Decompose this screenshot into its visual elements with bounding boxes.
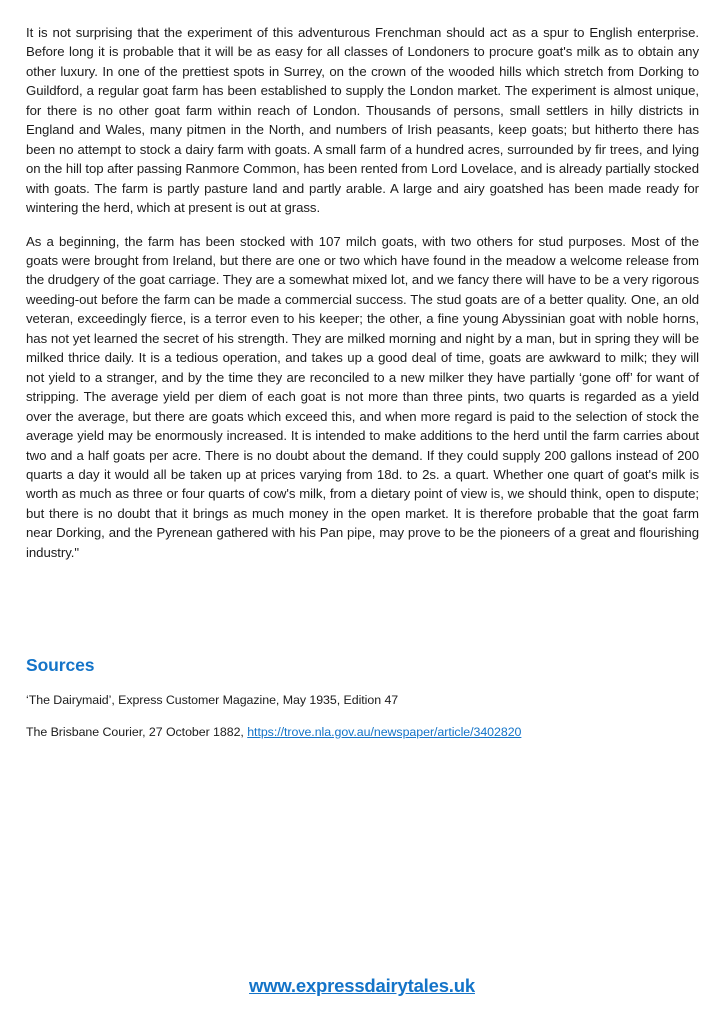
source-entry-1: [26, 692, 699, 708]
source-entry-2: [26, 724, 699, 740]
article-body: [26, 23, 699, 562]
article-paragraph-1: It is not surprising that the experiment of this adventurous Frenchman should act as a spur to English enterprise. Before long it is probable that it will be as easy for all classes of Londoners to procure goat's milk as to obtain any other luxury. In one of the prettiest spots in Surrey, on the crown of the wooded hills which stretch from Dorking to Guildford, a regular goat farm has been established to supply the London market. The experiment is almost unique, for there is no other goat farm within reach of London. Thousands of persons, small settlers in hilly districts in England and Wales, many pitmen in the North, and numbers of Irish peasants, keep goats; but hitherto there has been no attempt to stock a dairy farm with goats. A small farm of a hundred acres, surrounded by fir trees, and lying on the hill top after passing Ranmore Common, has been rented from Lord Lovelace, and is already partially stocked with goats. The farm is partly pasture land and partly arable. A large and airy goatshed has been made ready for wintering the herd, which at present is out at grass.: [26, 25, 699, 216]
source-entry-1-text: ‘The Dairymaid’, Express Customer Magazine, May 1935, Edition 47: [26, 693, 399, 707]
article-paragraph-2: As a beginning, the farm has been stocked with 107 milch goats, with two others for stud purposes. Most of the goats were brought from Ireland, but there are one or two which have found in the meadow a welcome release from the drudgery of the goat carriage. They are a somewhat mixed lot, and we fancy there will have to be a very rigorous weeding-out before the farm can be made a commercial success. The stud goats are of a better quality. One, an old veteran, exceedingly fierce, is a terror even to his keeper; the other, a fine young Abyssinian goat with noble horns, has not yet learned the secret of his strength. They are milked morning and night by a man, but in spring they will be milked thrice daily. It is a tedious operation, and takes up a good deal of time, goats are awkward to milk; they will not yield to a stranger, and by the time they are reconciled to a new milker they have partially ‘gone off’ for want of stripping. The average yield per diem of each goat is not more than three pints, two quarts is regarded as a yield over the average, but there are goats which exceed this, and when more regard is paid to the selection of stock the average yield may be enormously increased. It is intended to make additions to the herd until the farm carries about two and a half goats per acre. There is no doubt about the demand. If they could supply 200 gallons instead of 200 quarts a day it would all be taken up at prices varying from 18d. to 2s. a quart. Whether one quart of goat's milk is worth as much as three or four quarts of cow's milk, from a dietary point of view is, we should think, open to dispute; but there is no doubt that it brings as much money in the open market. It is therefore probable that the goat farm near Dorking, and the Pyrenean gathered with his Pan pipe, may prove to be the pioneers of a great and flourishing industry.": [26, 233, 699, 560]
footer-website-url[interactable]: www.expressdairytales.uk: [249, 975, 475, 996]
page-footer: [0, 974, 724, 998]
source-entry-2-text: The Brisbane Courier, 27 October 1882,: [26, 725, 248, 739]
sources-section: [26, 655, 699, 740]
source-entry-2-link[interactable]: https://trove.nla.gov.au/newspaper/article/3402820: [247, 725, 522, 739]
sources-heading: Sources: [26, 655, 95, 675]
